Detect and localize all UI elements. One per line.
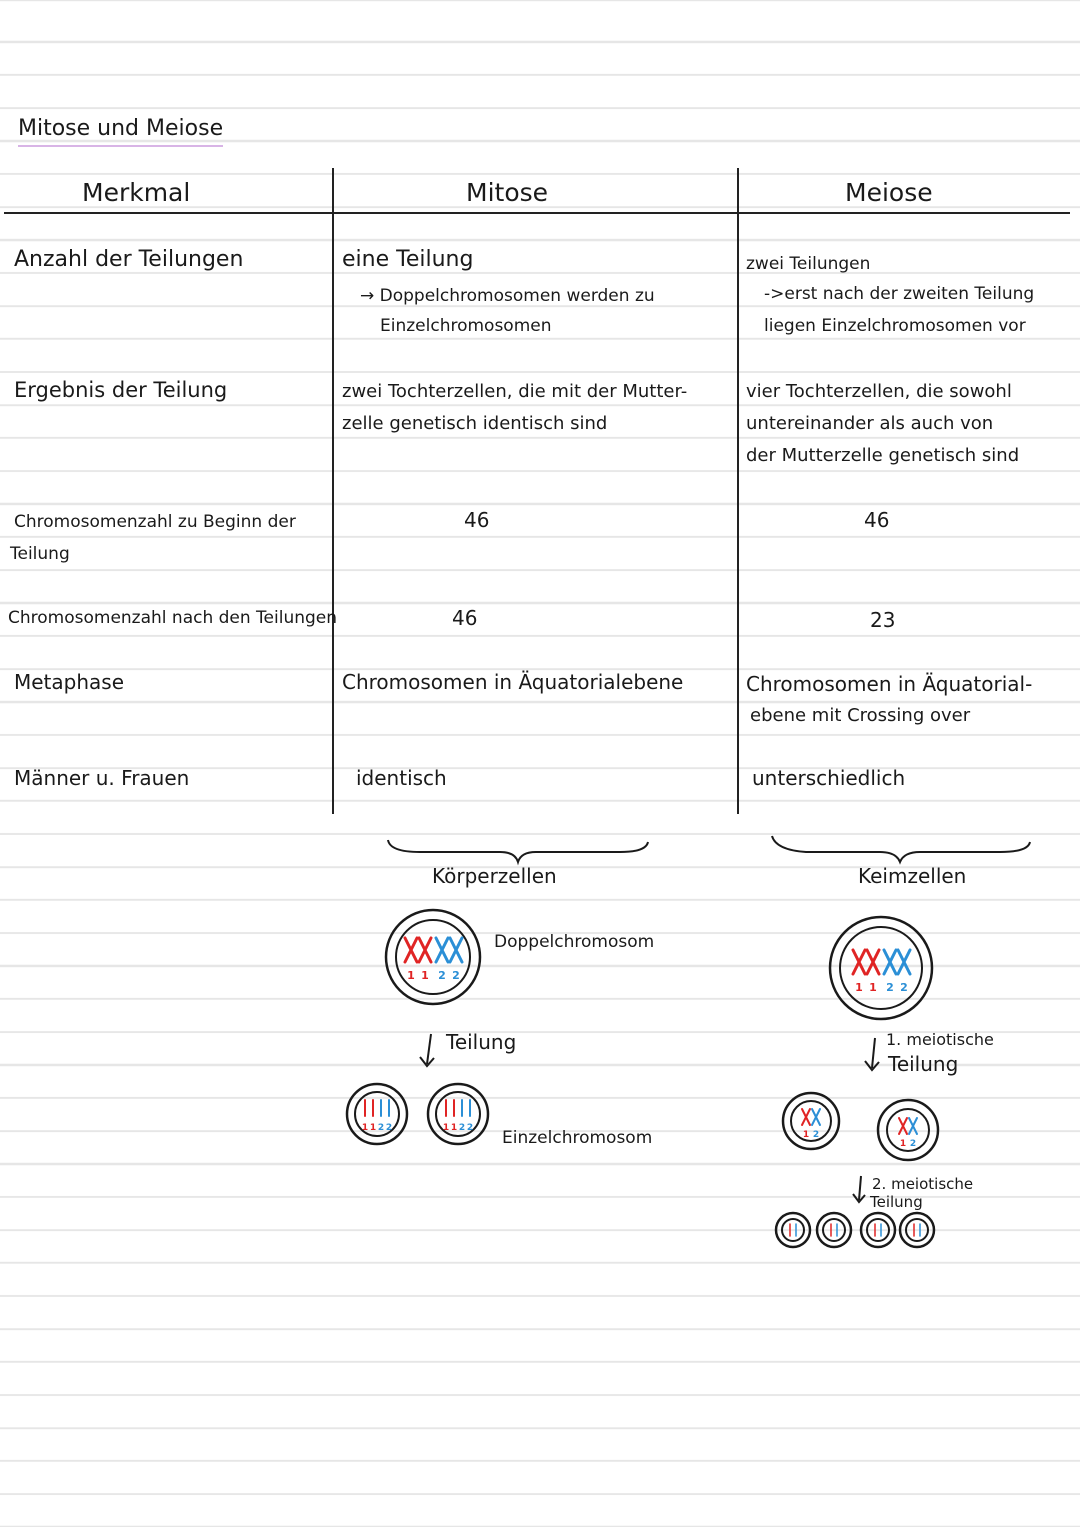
row-metaphase-meiose-2: ebene mit Crossing over bbox=[750, 705, 971, 726]
einzel-number-1-4: 2 bbox=[385, 1123, 393, 1133]
mitose-parent-cell bbox=[386, 910, 480, 1004]
meiose-step1-chromosomen bbox=[802, 1109, 917, 1149]
meiose-step2-cells bbox=[776, 1213, 934, 1247]
meiose-arrow-1 bbox=[865, 1038, 879, 1070]
row-ergebnis-mitose-2: zelle genetisch identisch sind bbox=[342, 413, 608, 434]
meiose-parent-cell bbox=[830, 917, 932, 1019]
meiose-arrow-2 bbox=[853, 1176, 865, 1202]
row-ergebnis-meiose-3: der Mutterzelle genetisch sind bbox=[746, 445, 1020, 466]
row-anzahl-meiose-3: liegen Einzelchromosomen vor bbox=[764, 316, 1026, 336]
chromosome-number-1: 1 bbox=[407, 969, 415, 982]
meiose-step1-label-1: 1. meiotische bbox=[886, 1030, 994, 1049]
doppelchromosom-1 bbox=[405, 938, 417, 962]
row-geschlecht-meiose: unterschiedlich bbox=[752, 766, 906, 790]
meiose-doppelchromosom-1 bbox=[853, 950, 865, 974]
einzel-number-1-1: 1 bbox=[361, 1123, 369, 1133]
doppelchromosom-2 bbox=[419, 938, 431, 962]
row-beginn-meiose: 46 bbox=[864, 508, 890, 532]
doppelchromosom-4 bbox=[450, 938, 462, 962]
mitose-brace bbox=[388, 840, 648, 862]
einzel-number-2-4: 2 bbox=[466, 1123, 474, 1133]
row-anzahl-mitose-1: eine Teilung bbox=[342, 247, 474, 272]
row-nach-label: Chromosomenzahl nach den Teilungen bbox=[8, 608, 338, 628]
einzel-number-1-2: 1 bbox=[369, 1123, 377, 1133]
chromosome-number-3: 2 bbox=[438, 969, 446, 982]
row-anzahl-meiose-1: zwei Teilungen bbox=[746, 254, 871, 274]
meiose-brace bbox=[772, 836, 1030, 862]
mitose-daughter-cell-1 bbox=[347, 1084, 407, 1144]
mitose-arrow bbox=[420, 1034, 434, 1066]
meiose-step2-cell-1 bbox=[776, 1213, 810, 1247]
meiose-doppelchromosomen bbox=[853, 950, 910, 994]
row-metaphase-meiose-1: Chromosomen in Äquatorial- bbox=[746, 672, 1033, 696]
row-ergebnis-label: Ergebnis der Teilung bbox=[14, 378, 228, 402]
row-ergebnis-meiose-2: untereinander als auch von bbox=[746, 413, 994, 434]
row-metaphase-label: Metaphase bbox=[14, 670, 125, 694]
chromosome-number-4: 2 bbox=[452, 969, 460, 982]
meiose-step2-cell-4 bbox=[900, 1213, 934, 1247]
einzel-number-2-3: 2 bbox=[458, 1123, 466, 1133]
keimzellen-label: Keimzellen bbox=[858, 864, 967, 888]
meiose1-chromosom-1-2 bbox=[812, 1109, 820, 1125]
row-metaphase-mitose: Chromosomen in Äquatorialebene bbox=[342, 670, 684, 694]
meiose-step1-cell-1 bbox=[783, 1093, 839, 1149]
mitose-doppelchromosomen bbox=[405, 938, 462, 982]
meiose-step2-label-2: Teilung bbox=[870, 1193, 923, 1211]
row-nach-mitose: 46 bbox=[452, 606, 478, 630]
meiose-doppelchromosom-2 bbox=[867, 950, 879, 974]
row-anzahl-mitose-2: → Doppelchromosomen werden zu bbox=[360, 286, 655, 306]
mitose-einzelchromosomen bbox=[362, 1100, 473, 1133]
einzel-number-2-2: 1 bbox=[450, 1123, 458, 1133]
header-meiose: Meiose bbox=[845, 178, 933, 207]
meiose1-number-2-1: 1 bbox=[899, 1139, 907, 1149]
meiose-step2-cell-3 bbox=[861, 1213, 895, 1247]
doppelchromosom-label: Doppelchromosom bbox=[494, 932, 655, 952]
row-geschlecht-mitose: identisch bbox=[356, 766, 447, 790]
meiose1-chromosom-2-2 bbox=[909, 1118, 917, 1134]
meiose-step1-cell-2 bbox=[878, 1100, 938, 1160]
doppelchromosom-3 bbox=[436, 938, 448, 962]
header-merkmal: Merkmal bbox=[82, 178, 191, 207]
meiose-step2-label-1: 2. meiotische bbox=[872, 1175, 974, 1193]
meiose-step2-cell-2 bbox=[817, 1213, 851, 1247]
meiose1-chromosom-2-1 bbox=[899, 1118, 907, 1134]
row-anzahl-meiose-2: ->erst nach der zweiten Teilung bbox=[764, 284, 1035, 304]
koerperzellen-label: Körperzellen bbox=[432, 864, 557, 888]
row-nach-meiose: 23 bbox=[870, 608, 896, 632]
meiose-chromosome-number-2: 1 bbox=[869, 981, 877, 994]
row-beginn-mitose: 46 bbox=[464, 508, 490, 532]
meiose-chromosome-number-1: 1 bbox=[855, 981, 863, 994]
einzel-number-1-3: 2 bbox=[377, 1123, 385, 1133]
meiose-step1-label-2: Teilung bbox=[888, 1052, 959, 1076]
meiose-doppelchromosom-3 bbox=[884, 950, 896, 974]
meiose1-number-2-2: 2 bbox=[909, 1139, 917, 1149]
chromosome-number-2: 1 bbox=[421, 969, 429, 982]
meiose-chromosome-number-3: 2 bbox=[886, 981, 894, 994]
teilung-label: Teilung bbox=[446, 1030, 517, 1054]
row-ergebnis-mitose-1: zwei Tochterzellen, die mit der Mutter- bbox=[342, 381, 688, 402]
einzel-number-2-1: 1 bbox=[442, 1123, 450, 1133]
row-ergebnis-meiose-1: vier Tochterzellen, die sowohl bbox=[746, 381, 1012, 402]
row-geschlecht-label: Männer u. Frauen bbox=[14, 766, 190, 790]
row-anzahl-mitose-3: Einzelchromosomen bbox=[380, 316, 552, 336]
row-beginn-label-2: Teilung bbox=[10, 544, 70, 564]
header-mitose: Mitose bbox=[466, 178, 549, 207]
meiose1-number-1-1: 1 bbox=[802, 1130, 810, 1140]
meiose-chromosome-number-4: 2 bbox=[900, 981, 908, 994]
row-anzahl-label: Anzahl der Teilungen bbox=[14, 247, 244, 272]
meiose1-chromosom-1-1 bbox=[802, 1109, 810, 1125]
page-title: Mitose und Meiose bbox=[18, 116, 223, 147]
einzelchromosom-label: Einzelchromosom bbox=[502, 1128, 653, 1148]
mitose-daughter-cell-2 bbox=[428, 1084, 488, 1144]
meiose-doppelchromosom-4 bbox=[898, 950, 910, 974]
meiose1-number-1-2: 2 bbox=[812, 1130, 820, 1140]
row-beginn-label-1: Chromosomenzahl zu Beginn der bbox=[14, 512, 296, 532]
